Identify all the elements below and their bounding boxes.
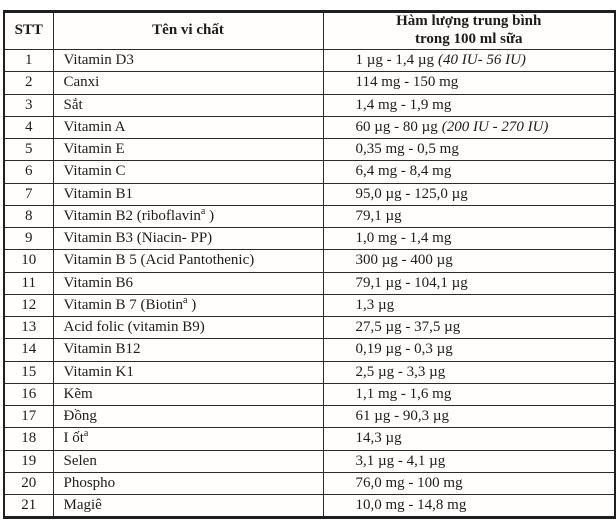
amount-iu-equivalent: (200 IU - 270 IU) (441, 118, 549, 135)
table-row (4, 317, 615, 339)
nutrient-name: Vitamin K1 (63, 363, 134, 380)
amount-range: 2,5 µg - 3,3 µg (355, 363, 446, 380)
table-row (4, 294, 615, 316)
nutrient-name-cell (53, 205, 323, 227)
stt-cell: 17 (4, 406, 53, 428)
amount-range: 61 µg - 90,3 µg (355, 408, 450, 425)
footnote-marker: a (200, 205, 206, 217)
stt-cell: 13 (4, 317, 53, 339)
header-amount-line1: Hàm lượng trung bình (396, 13, 542, 30)
table-row (4, 339, 615, 361)
nutrient-name-suffix: ) (205, 207, 215, 224)
table-row (4, 94, 615, 116)
stt-cell: 15 (4, 361, 53, 383)
nutrient-name-cell (53, 139, 323, 161)
amount-range: 3,1 µg - 4,1 µg (355, 452, 446, 469)
table-body (4, 50, 615, 518)
amount-cell (323, 339, 615, 361)
amount-range: 60 µg - 80 µg (355, 118, 438, 135)
nutrient-name-cell (53, 183, 323, 205)
micronutrient-table (3, 10, 616, 519)
nutrient-name-cell (53, 361, 323, 383)
nutrient-name-cell (53, 317, 323, 339)
amount-cell (323, 94, 615, 116)
table-row (4, 272, 615, 294)
nutrient-name-cell (53, 228, 323, 250)
nutrient-name: Acid folic (vitamin B9) (63, 319, 205, 336)
nutrient-name-cell (53, 161, 323, 183)
nutrient-name: Vitamin C (63, 163, 126, 180)
header-amount (323, 12, 615, 50)
table-row (4, 406, 615, 428)
amount-cell (323, 50, 615, 72)
footnote-marker: a (183, 294, 188, 306)
table-row (4, 183, 615, 205)
table-row (4, 50, 615, 72)
nutrient-name: Canxi (63, 74, 100, 91)
nutrient-name: Vitamin B3 (Niacin- PP) (63, 230, 213, 247)
stt-cell: 4 (4, 116, 53, 138)
amount-cell (323, 116, 615, 138)
nutrient-name: Magiê (63, 497, 102, 514)
table-row (4, 250, 615, 272)
amount-range: 10,0 mg - 14,8 mg (355, 497, 467, 514)
nutrient-name: Vitamin B12 (63, 341, 141, 358)
nutrient-name-cell (53, 495, 323, 518)
amount-cell (323, 183, 615, 205)
table-row (4, 428, 615, 450)
amount-range: 114 mg - 150 mg (355, 74, 459, 91)
table-row (4, 72, 615, 94)
amount-cell (323, 205, 615, 227)
amount-range: 14,3 µg (355, 430, 402, 447)
amount-cell (323, 272, 615, 294)
stt-cell: 20 (4, 472, 53, 494)
table-row (4, 116, 615, 138)
stt-cell: 3 (4, 94, 53, 116)
stt-cell: 8 (4, 205, 53, 227)
stt-cell: 12 (4, 294, 53, 316)
amount-cell (323, 161, 615, 183)
amount-iu-equivalent: (40 IU- 56 IU) (438, 52, 526, 69)
nutrient-name-cell (53, 428, 323, 450)
nutrient-name: Vitamin A (63, 118, 126, 135)
nutrient-name-cell (53, 72, 323, 94)
stt-cell: 6 (4, 161, 53, 183)
nutrient-name: Vitamin B2 (riboflavin (63, 207, 201, 224)
amount-range: 0,19 µg - 0,3 µg (355, 341, 453, 358)
nutrient-name-cell (53, 450, 323, 472)
table-row (4, 450, 615, 472)
header-amount-line2: trong 100 ml sữa (415, 31, 523, 47)
nutrient-name: Vitamin B 7 (Biotin (63, 296, 184, 313)
table-row (4, 139, 615, 161)
stt-cell: 1 (4, 50, 53, 72)
amount-cell (323, 72, 615, 94)
amount-cell (323, 472, 615, 494)
table-row (4, 361, 615, 383)
nutrient-name-cell (53, 272, 323, 294)
nutrient-name-cell (53, 472, 323, 494)
amount-range: 79,1 µg (355, 207, 402, 224)
stt-cell: 14 (4, 339, 53, 361)
table-row (4, 495, 615, 518)
nutrient-name: Vitamin D3 (63, 52, 134, 69)
footnote-marker: a (83, 428, 89, 440)
header-stt: STT (4, 12, 53, 50)
nutrient-name-suffix: ) (187, 296, 197, 313)
amount-cell (323, 228, 615, 250)
amount-cell (323, 428, 615, 450)
nutrient-name: Phospho (63, 474, 116, 491)
stt-cell: 19 (4, 450, 53, 472)
amount-range: 95,0 µg - 125,0 µg (355, 185, 468, 202)
amount-range: 300 µg - 400 µg (355, 252, 453, 269)
amount-cell (323, 450, 615, 472)
table-row (4, 472, 615, 494)
amount-cell (323, 383, 615, 405)
stt-cell: 11 (4, 272, 53, 294)
stt-cell: 2 (4, 72, 53, 94)
table-row (4, 205, 615, 227)
nutrient-name: Vitamin B6 (63, 274, 134, 291)
amount-cell (323, 361, 615, 383)
amount-cell (323, 139, 615, 161)
table-row (4, 383, 615, 405)
stt-cell: 21 (4, 495, 53, 518)
nutrient-name: I ốt (63, 430, 84, 447)
amount-range: 27,5 µg - 37,5 µg (355, 319, 461, 336)
nutrient-name-cell (53, 50, 323, 72)
stt-cell: 10 (4, 250, 53, 272)
amount-range: 1 µg - 1,4 µg (355, 52, 435, 69)
amount-range: 79,1 µg - 104,1 µg (355, 274, 468, 291)
nutrient-name: Vitamin E (63, 141, 125, 158)
amount-cell (323, 317, 615, 339)
nutrient-name-cell (53, 116, 323, 138)
nutrient-name-cell (53, 94, 323, 116)
nutrient-name: Vitamin B1 (63, 185, 134, 202)
nutrient-name: Selen (63, 452, 97, 469)
nutrient-name: Kẽm (63, 385, 93, 402)
header-nutrient-name: Tên vi chất (53, 12, 323, 50)
nutrient-name-cell (53, 383, 323, 405)
stt-cell: 7 (4, 183, 53, 205)
nutrient-name: Sắt (63, 96, 83, 113)
amount-cell (323, 495, 615, 518)
nutrient-name-cell (53, 406, 323, 428)
amount-range: 76,0 mg - 100 mg (355, 474, 463, 491)
stt-cell: 9 (4, 228, 53, 250)
amount-range: 0,35 mg - 0,5 mg (355, 141, 459, 158)
stt-cell: 18 (4, 428, 53, 450)
table-row (4, 161, 615, 183)
table-row (4, 228, 615, 250)
nutrient-name: Vitamin B 5 (Acid Pantothenic) (63, 252, 255, 269)
amount-range: 1,1 mg - 1,6 mg (355, 385, 452, 402)
amount-cell (323, 294, 615, 316)
amount-range: 1,0 mg - 1,4 mg (355, 230, 452, 247)
amount-cell (323, 406, 615, 428)
amount-range: 1,3 µg (355, 296, 395, 313)
amount-range: 6,4 mg - 8,4 mg (355, 163, 452, 180)
nutrient-name: Đồng (63, 408, 97, 425)
amount-cell (323, 250, 615, 272)
stt-cell: 5 (4, 139, 53, 161)
table-header-row (4, 12, 615, 50)
nutrient-name-cell (53, 339, 323, 361)
stt-cell: 16 (4, 383, 53, 405)
nutrient-name-cell (53, 294, 323, 316)
amount-range: 1,4 mg - 1,9 mg (355, 96, 452, 113)
nutrient-name-cell (53, 250, 323, 272)
